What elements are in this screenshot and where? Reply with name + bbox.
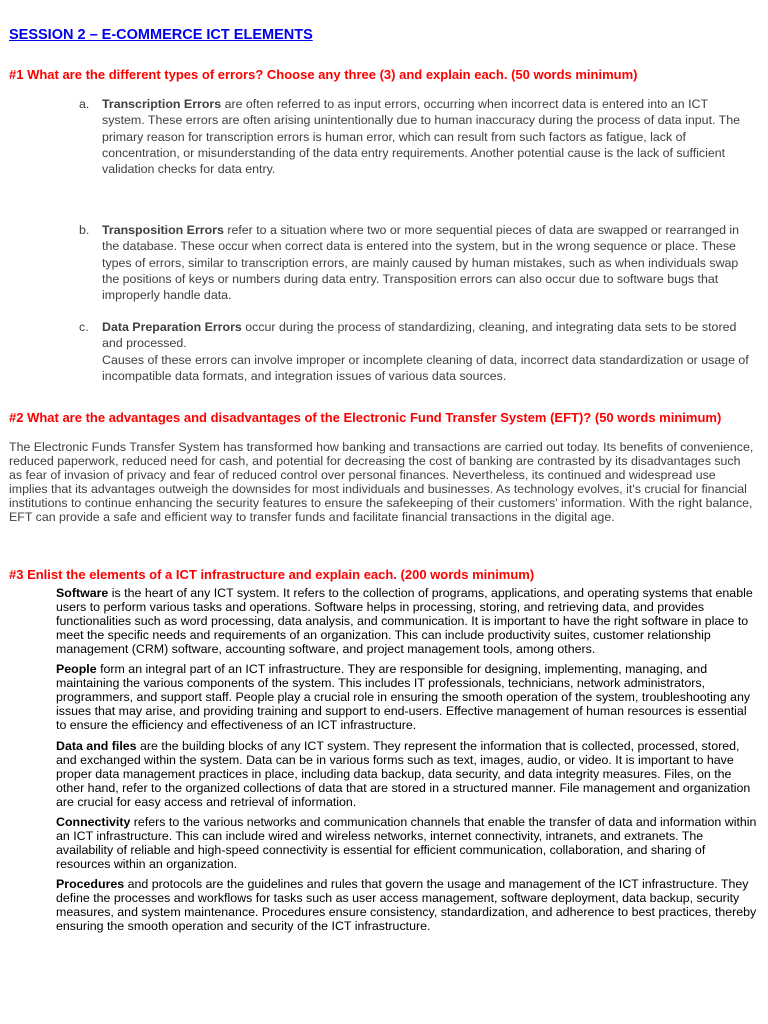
element-people [56,663,758,733]
term-transcription-errors: Transcription Errors [102,97,222,111]
term-people: People [56,662,97,676]
term-transposition-errors: Transposition Errors [102,223,224,237]
element-procedures [56,878,758,934]
term-software: Software [56,586,109,600]
element-text: refers to the various networks and communication channels that enable the transfer of data and information within an ICT infrastructure. This can include wired and wireless networks, internet connectivity, intranets, and extranets. The availability of reliable and high-speed connectivity is essential for efficient communication, collaboration, and sharing of resources within an organization. [56,815,757,871]
item-text: refer to a situation where two or more sequential pieces of data are swapped or rearranged in the database. These occur when correct data is entered into the system, but in the wrong sequence or place. These types of errors, similar to transcription errors, are mainly caused by human mistakes, such as when individuals swap the positions of keys or numbers during data entry. Transposition errors can also occur due to software bugs that improperly handle data. [102,223,740,303]
element-software [56,587,758,657]
element-text: and protocols are the guidelines and rules that govern the usage and management of the ICT infrastructure. They define the processes and workflows for tasks such as user access management, software deployment, data backup, security measures, and system maintenance. Procedures ensure consistency, standardization, and adherence to best practices, thereby ensuring the smooth operation and security of the ICT infrastructure. [56,877,757,933]
element-text: are the building blocks of any ICT system. They represent the information that is collected, processed, stored, and exchanged within the system. Data can be in various forms such as text, images, audio, or video. It is important to have proper data management practices in place, including data backup, data security, and data integrity measures. Files, on the other hand, refer to the organized collections of data that are stored in a structured manner. File management and organization are crucial for easy access and retrieval of information. [56,739,751,809]
question-3-heading: #3 Enlist the elements of a ICT infrastructure and explain each. (200 words minimum) [9,567,535,582]
item-text: occur during the process of standardizing, cleaning, and integrating data sets to be stored and processed. [102,320,737,351]
item-extra-text: Causes of these errors can involve improper or incomplete cleaning of data, incorrect data standardization or usage of incompatible data formats, and integration issues of various data sources. [102,352,749,383]
list-marker-c: c. [79,320,89,334]
eft-paragraph: The Electronic Funds Transfer System has transformed how banking and transactions are carried out today. Its benefits of convenience, reduced paperwork, reduced need for cash, and potential for decreasing the cost of banking are contrasted by its disadvantages such as fear of invasion of privacy and fear of reduced control over personal finances. Nevertheless, its continued and widespread use implies that its advantages outweigh the downsides for most individuals and businesses. As technology evolves, it's crucial for financial institutions to continue enhancing the security features to ensure the safekeeping of their customers' information. With the right balance, EFT can provide a safe and efficient way to transfer funds and facilitate financial transactions in the digital age. [9,440,754,525]
element-connectivity [56,816,758,872]
list-item-data-preparation-errors [102,319,752,384]
list-item-transposition-errors [102,222,752,303]
term-data-preparation-errors: Data Preparation Errors [102,320,242,334]
term-data-and-files: Data and files [56,739,137,753]
list-marker-a: a. [79,97,90,111]
term-connectivity: Connectivity [56,815,131,829]
element-text: is the heart of any ICT system. It refers to the collection of programs, applications, and operating systems that enable users to perform various tasks and operations. Software helps in processing, storing, and retrieving data, and provides functionalities such as word processing, data analysis, and communication. It is important to have the right software in place to meet the specific needs and requirements of an organization. This can include productivity suites, customer relationship management (CRM) software, accounting software, and project management tools, among others. [56,586,753,656]
element-data-and-files [56,740,758,810]
element-text: form an integral part of an ICT infrastructure. They are responsible for designing, implementing, managing, and maintaining the various components of the system. This includes IT professionals, technicians, network administrators, programmers, and support staff. People play a crucial role in ensuring the smooth operation of the system, troubleshooting any issues that may arise, and providing training and support to end-users. Effective management of human resources is essential to ensure the efficiency and effectiveness of an ICT infrastructure. [56,662,751,732]
term-procedures: Procedures [56,877,125,891]
list-marker-b: b. [79,223,90,237]
list-item-transcription-errors [102,96,752,177]
question-2-heading: #2 What are the advantages and disadvantages of the Electronic Fund Transfer System (EFT)? (50 words minimum) [9,410,722,425]
document-title[interactable]: SESSION 2 – E-COMMERCE ICT ELEMENTS [9,27,313,43]
item-text: are often referred to as input errors, occurring when incorrect data is entered into an ICT system. These errors are often arising unintentionally due to human inaccuracy during the process of data input. The primary reason for transcription errors is human error, which can result from such factors as fatigue, lack of concentration, or misunderstanding of the data entry requirements. Another potential cause is the lack of sufficient validation checks for data entry. [102,97,741,177]
question-1-heading: #1 What are the different types of errors? Choose any three (3) and explain each. (50 words minimum) [9,67,638,82]
